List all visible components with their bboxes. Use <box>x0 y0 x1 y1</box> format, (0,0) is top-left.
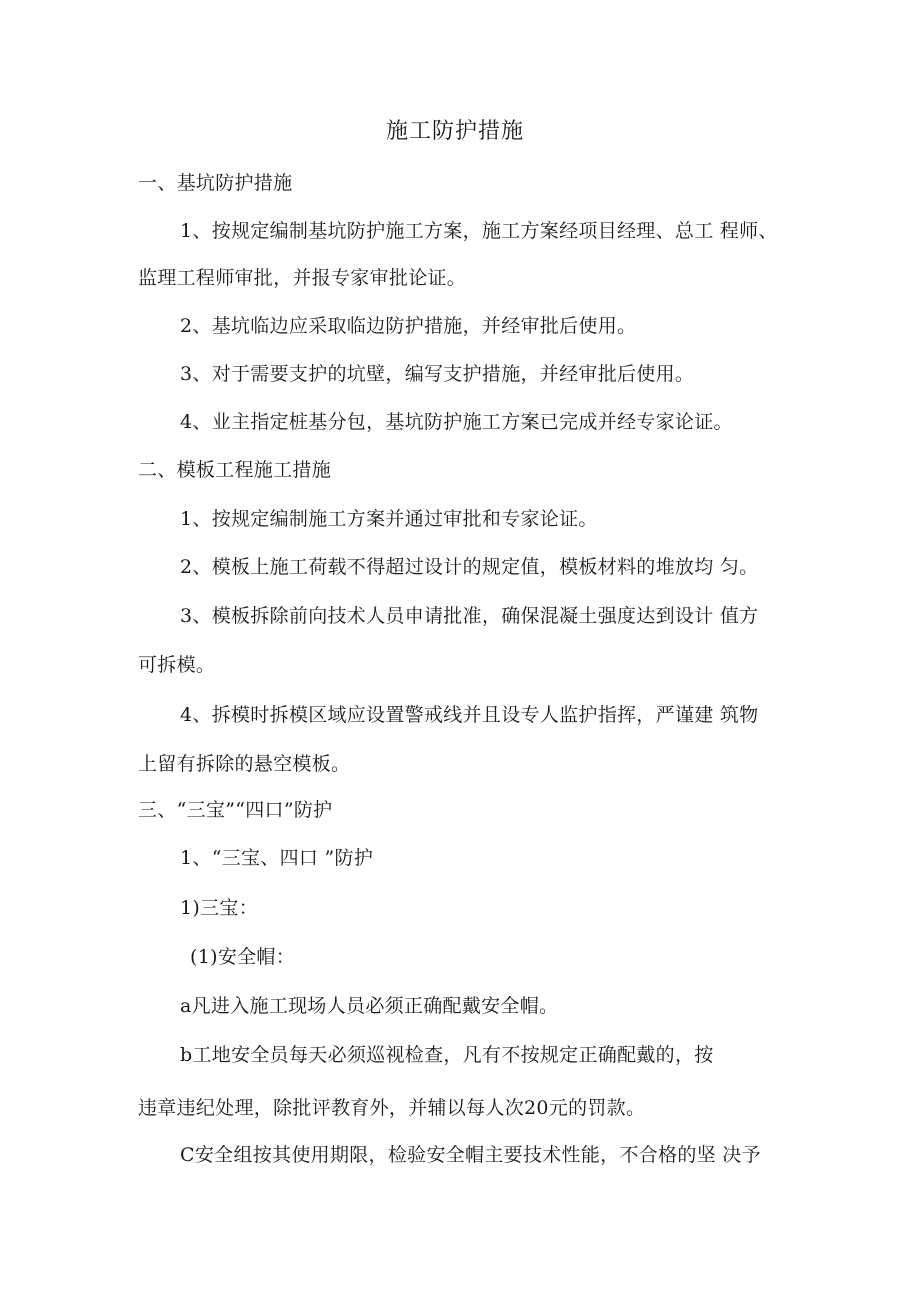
paragraph-line: 可拆模。 <box>138 654 216 676</box>
paragraph-line: 3、对于需要支护的坑壁，编写支护措施，并经审批后使用。 <box>180 363 695 385</box>
paragraph-line: 4、业主指定桩基分包，基坑防护施工方案已完成并经专家论证。 <box>180 411 733 433</box>
document-title: 施工防护措施 <box>386 119 525 144</box>
section-heading-2: 二、模板工程施工措施 <box>138 459 332 481</box>
paragraph-line: 3、模板拆除前向技术人员申请批准，确保混凝土强度达到设计 值方 <box>180 605 759 627</box>
paragraph-line: (1)安全帽： <box>190 946 296 968</box>
section-heading-1: 一、基坑防护措施 <box>138 172 293 194</box>
paragraph-line: 监理工程师审批，并报专家审批论证。 <box>138 267 467 289</box>
paragraph-line: a凡进入施工现场人员必须正确配戴安全帽。 <box>180 995 559 1017</box>
paragraph-line: 1、按规定编制施工方案并通过审批和专家论证。 <box>180 508 598 530</box>
paragraph-line: C安全组按其使用期限，检验安全帽主要技术性能，不合格的坚 决予 <box>180 1144 761 1166</box>
paragraph-line: 违章违纪处理，除批评教育外，并辅以每人次20元的罚款。 <box>138 1097 646 1119</box>
paragraph-line: 2、基坑临边应采取临边防护措施，并经审批后使用。 <box>180 315 637 337</box>
paragraph-line: 1、按规定编制基坑防护施工方案，施工方案经项目经理、总工 程师、 <box>180 220 778 242</box>
paragraph-line: 2、模板上施工荷载不得超过设计的规定值，模板材料的堆放均 匀。 <box>180 556 759 578</box>
paragraph-line: b工地安全员每天必须巡视检查，凡有不按规定正确配戴的，按 <box>180 1044 714 1066</box>
paragraph-line: 1)三宝： <box>180 897 259 919</box>
paragraph-line: 4、拆模时拆模区域应设置警戒线并且设专人监护指挥，严谨建 筑物 <box>180 704 759 726</box>
section-heading-3: 三、“三宝”“四口”防护 <box>138 799 333 821</box>
paragraph-line: 1、“三宝、四口 ”防护 <box>180 847 374 869</box>
paragraph-line: 上留有拆除的悬空模板。 <box>138 753 351 775</box>
